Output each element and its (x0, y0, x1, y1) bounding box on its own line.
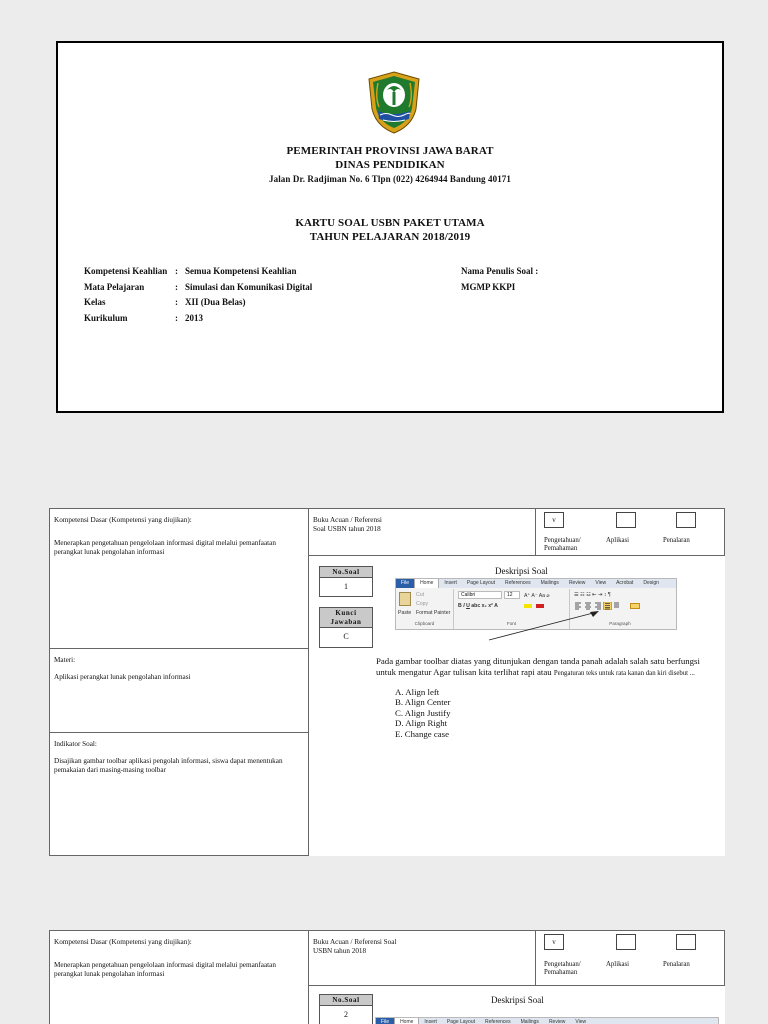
question-card-1 (49, 508, 725, 856)
answer-key-box (319, 607, 373, 648)
ribbon-tab: Design (643, 580, 659, 586)
writer-value: MGMP KKPI (461, 281, 516, 292)
level-checkbox-aplikasi[interactable] (616, 934, 636, 950)
clipboard-group-label: Clipboard (414, 621, 435, 626)
kd-title: Kompetensi Dasar (Kompetensi yang diujikan): (54, 938, 192, 946)
no-soal-label: No.Soal (320, 567, 372, 578)
reference-text: Buku Acuan / Referensi Soal USBN tahun 2018 (313, 516, 382, 533)
question-area (308, 985, 725, 1024)
ribbon-tab: File (376, 1018, 394, 1024)
info-row: Kompetensi Keahlian : Semua Kompetensi Keahlian (84, 264, 312, 280)
indikator-text: Disajikan gambar toolbar aplikasi pengolah informasi, siswa dapat menentukan pemakaian dari masing-masing toolbar (54, 757, 283, 774)
no-soal-value: 2 (344, 1010, 348, 1019)
ribbon-tab: Home (414, 579, 439, 588)
materi-title: Materi: (54, 656, 76, 664)
level-box (535, 930, 725, 986)
option-e: E. Change case (395, 728, 449, 739)
font-size-select: 12 (504, 591, 520, 599)
kd-text: Menerapkan pengetahuan pengelolaan informasi digital melalui pemanfaatan perangkat lunak pengolahan informasi (54, 539, 276, 556)
level-checkbox-penalaran[interactable] (676, 512, 696, 528)
answer-key-value: C (343, 632, 349, 641)
reference-box (308, 508, 536, 556)
no-soal-label: No.Soal (320, 995, 372, 1006)
info-value: Simulasi dan Komunikasi Digital (185, 281, 313, 292)
question-main-text: Pada gambar toolbar diatas yang ditunjukan dengan tanda panah adalah salah satu berfungsi untuk mengatur Agar tulisan kita terlihat rapi atau (376, 656, 700, 677)
materi-box (49, 648, 309, 733)
header-address: Jalan Dr. Radjiman No. 6 Tlpn (022) 4264944 Bandung 40171 (269, 174, 511, 184)
level-checkbox-pengetahuan[interactable]: v (544, 512, 564, 528)
kd-box (49, 930, 309, 1024)
card-title: KARTU SOAL USBN PAKET UTAMA (295, 217, 485, 229)
kd-text: Menerapkan pengetahuan pengelolaan informasi digital melalui pemanfaatan perangkat lunak pengolahan informasi (54, 961, 276, 978)
cut-label: Cut (416, 592, 425, 598)
level-label-aplikasi: Aplikasi (606, 961, 630, 968)
info-row: Mata Pelajaran : Simulasi dan Komunikasi Digital (84, 280, 312, 296)
level-label-pengetahuan: Pengetahuan/ Pemahaman (544, 961, 581, 976)
info-row: Kelas : XII (Dua Belas) (84, 295, 312, 311)
ribbon-tab: File (396, 579, 414, 588)
list-icons: ☰ ☷ ☳ ⇤ ⇥ ↕ ¶ (574, 592, 611, 598)
ribbon-tab: Mailings (520, 1019, 539, 1024)
info-label: Kurikulum (84, 312, 128, 323)
ribbon-tab: Home (394, 1018, 419, 1024)
description-title: Deskripsi Soal (491, 995, 544, 1005)
info-value: XII (Dua Belas) (185, 297, 246, 307)
ribbon-tab: Mailings (540, 580, 559, 586)
header-line-agency: DINAS PENDIDIKAN (335, 159, 445, 171)
header-line-province: PEMERINTAH PROVINSI JAWA BARAT (286, 145, 494, 157)
ribbon-tab: Review (548, 1019, 566, 1024)
format-icons: B I U abc x₂ x² A (458, 603, 498, 609)
kd-title: Kompetensi Dasar (Kompetensi yang diujikan): (54, 516, 192, 524)
clipboard-group (396, 589, 454, 629)
answer-options (395, 687, 450, 739)
option-b: B. Align Center (395, 697, 451, 708)
writer-label: Nama Penulis Soal : (461, 266, 539, 276)
option-d: D. Align Right (395, 718, 448, 729)
info-row: Kurikulum : 2013 (84, 311, 312, 327)
question-small-text: Pengaturan teks untuk rata kanan dan kiri disebut ... (553, 669, 695, 677)
shading-icon (630, 603, 640, 609)
answer-key-label: Kunci Jawaban (320, 608, 372, 628)
paste-label: Paste (398, 610, 412, 616)
paste-icon (399, 592, 411, 606)
ribbon-tab: Review (568, 580, 586, 586)
ribbon-tabs (376, 1018, 718, 1024)
description-title: Deskripsi Soal (495, 566, 548, 576)
ribbon-tab: Insert (444, 580, 457, 586)
question-text (376, 656, 718, 679)
info-value: 2013 (185, 312, 203, 323)
level-label-penalaran: Penalaran (663, 961, 690, 968)
font-name-select: Calibri (458, 591, 502, 599)
grow-shrink-icons: A⁺ A⁻ Aa ⌀ (524, 593, 550, 599)
level-label-pengetahuan: Pengetahuan/ Pemahaman (544, 537, 581, 552)
no-soal-value: 1 (344, 582, 348, 591)
info-value: Semua Kompetensi Keahlian (185, 266, 297, 276)
indikator-box (49, 732, 309, 856)
materi-text: Aplikasi perangkat lunak pengolahan informasi (54, 673, 191, 681)
word-ribbon-image (375, 1017, 719, 1024)
level-box (535, 508, 725, 556)
course-info-left (84, 264, 312, 326)
ribbon-tab: References (485, 1019, 511, 1024)
ribbon-tab: Page Layout (446, 1019, 476, 1024)
ribbon-tab: View (575, 1019, 587, 1024)
paragraph-group-label: Paragraph (609, 621, 631, 626)
format-painter-label: Format Painter (416, 610, 451, 616)
course-info-right (461, 264, 538, 295)
level-checkbox-penalaran[interactable] (676, 934, 696, 950)
reference-box (308, 930, 536, 986)
info-label: Kelas (84, 297, 106, 307)
info-label: Kompetensi Keahlian (84, 266, 168, 276)
west-java-crest-logo (366, 71, 422, 135)
ribbon-tab: Insert (424, 1019, 437, 1024)
ribbon-tab: References (505, 580, 531, 586)
pointer-arrow (485, 606, 605, 642)
question-area (308, 555, 725, 856)
font-group-label: Font (506, 621, 517, 626)
ribbon-tabs (396, 579, 676, 588)
level-label-penalaran: Penalaran (663, 537, 690, 544)
no-soal-box (319, 994, 373, 1024)
level-checkbox-pengetahuan[interactable]: v (544, 934, 564, 950)
ribbon-tab: Page Layout (466, 580, 496, 586)
option-a: A. Align left (395, 687, 440, 697)
ribbon-tab: View (595, 580, 607, 586)
info-label: Mata Pelajaran (84, 281, 145, 292)
no-soal-box (319, 566, 373, 597)
indikator-title: Indikator Soal: (54, 740, 97, 748)
option-c: C. Align Justify (395, 707, 451, 718)
header-card (56, 41, 724, 413)
academic-year: TAHUN PELAJARAN 2018/2019 (309, 231, 471, 243)
kd-box (49, 508, 309, 649)
level-checkbox-aplikasi[interactable] (616, 512, 636, 528)
level-label-aplikasi: Aplikasi (606, 537, 630, 544)
copy-label: Copy (416, 601, 429, 607)
reference-text: Buku Acuan / Referensi Soal USBN tahun 2018 (313, 938, 397, 955)
ribbon-tab: Acrobat (616, 580, 634, 586)
question-card-2 (49, 930, 725, 1024)
